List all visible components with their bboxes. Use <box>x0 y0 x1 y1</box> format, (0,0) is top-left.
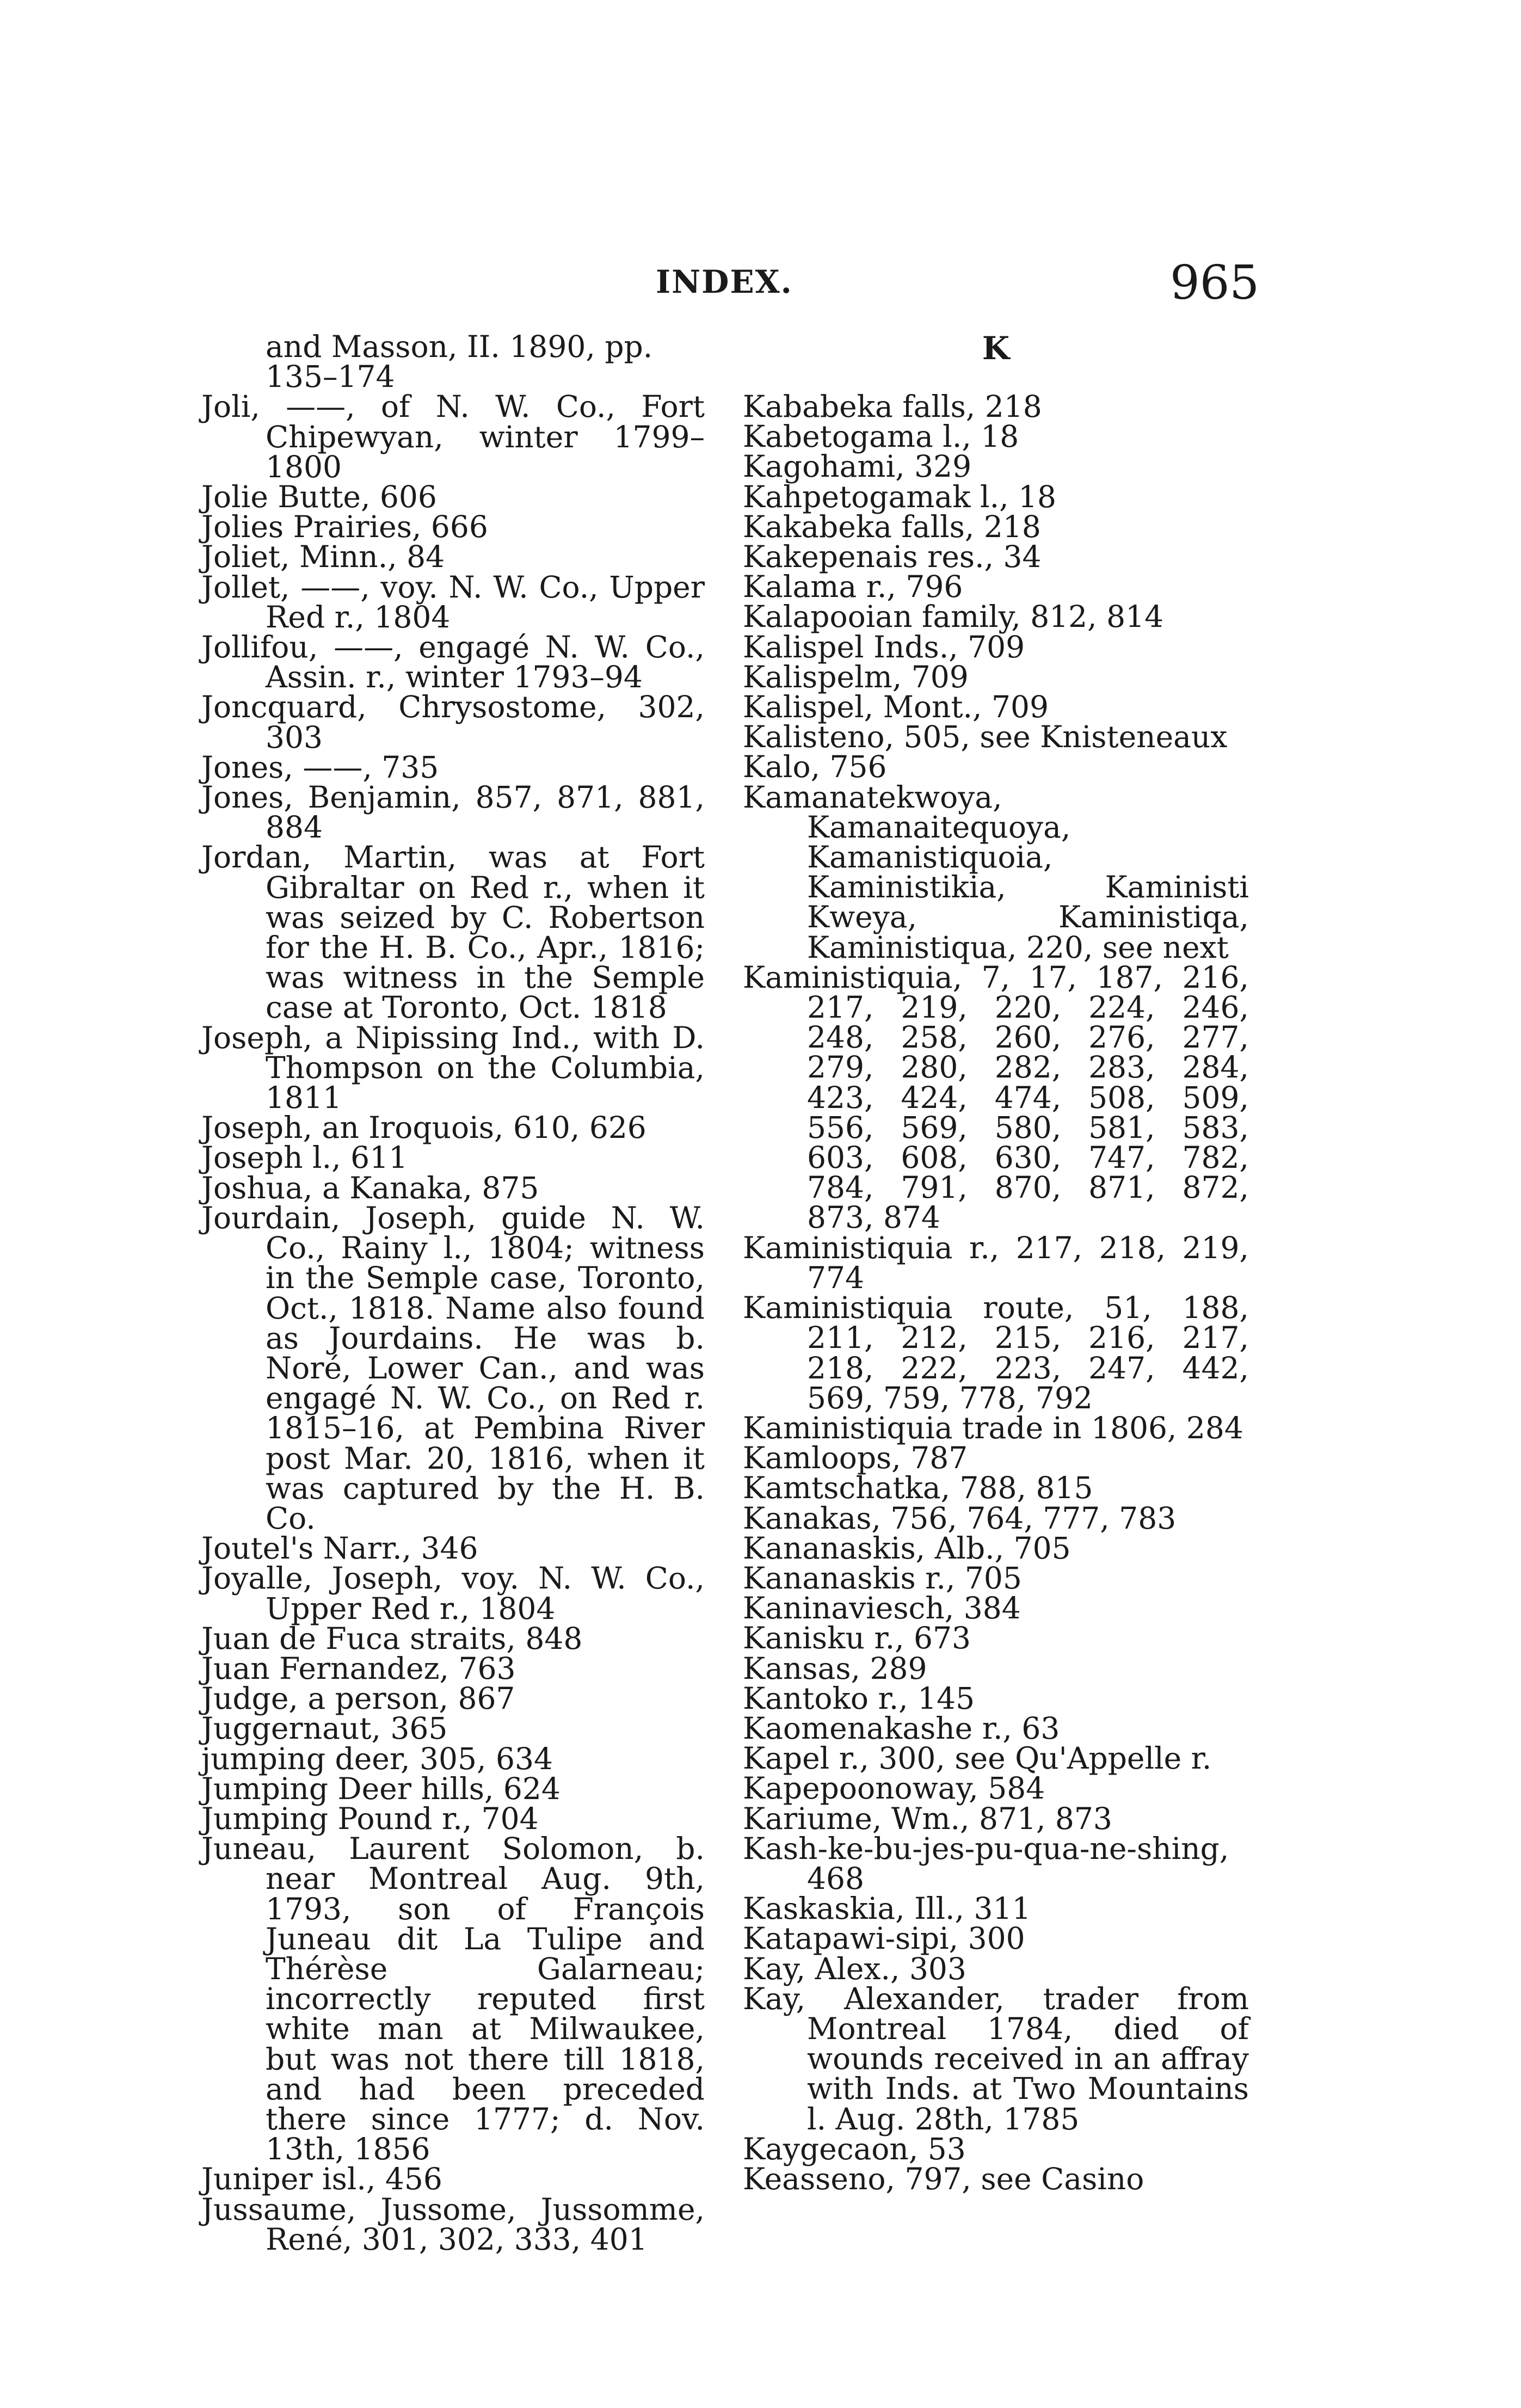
index-entry: Kabetogama l., 18 <box>743 419 1019 454</box>
index-entry: Juan de Fuca straits, 848 <box>201 1621 583 1656</box>
index-entry: Kalama r., 796 <box>743 569 963 605</box>
index-entry: Joutel's Narr., 346 <box>201 1531 478 1566</box>
index-entry: Kaministiquia trade in 1806, 284 <box>743 1410 1243 1445</box>
index-entry: Joli, ——, of N. W. Co., Fort Chipewyan, winter 1799–1800 <box>201 389 705 484</box>
running-head-title: INDEX. <box>656 263 793 300</box>
index-entry: Kaygecaon, 53 <box>743 2131 966 2166</box>
index-entry: Kananaskis r., 705 <box>743 1560 1022 1596</box>
index-entry: Joseph, a Nipissing Ind., with D. Thompson on the Columbia, 1811 <box>201 1020 705 1116</box>
index-entry: Kalo, 756 <box>743 749 887 785</box>
index-entry: Katapawi-sipi, 300 <box>743 1921 1025 1956</box>
index-entry: Juggernaut, 365 <box>201 1711 448 1746</box>
index-entry: Kalispel, Mont., 709 <box>743 689 1049 725</box>
index-entry: Kay, Alexander, trader from Montreal 1784, died of wounds received in an affray with Inds. at Two Mountains l. Aug. 28th, 1785 <box>743 1981 1249 2136</box>
index-entry: Kapepoonoway, 584 <box>743 1771 1045 1806</box>
continued-line: and Masson, II. 1890, pp. <box>266 329 653 364</box>
index-entry: Jumping Pound r., 704 <box>201 1801 539 1836</box>
index-entry: Kamanatekwoya, Kamanaitequoya, Kamanistiquoia, Kaministikia, Kaministi Kweya, Kaministiqa, Kaministiqua, 220, see next <box>743 779 1249 965</box>
index-entry: Kaministiquia route, 51, 188, 211, 212, 215, 216, 217, 218, 222, 223, 247, 442, 569, 759, 778, 792 <box>743 1290 1249 1415</box>
index-entry: Kakepenais res., 34 <box>743 539 1042 575</box>
index-entry: Juniper isl., 456 <box>201 2161 442 2197</box>
page-number: 965 <box>1170 256 1260 310</box>
index-entry: Kaomenakashe r., 63 <box>743 1710 1060 1746</box>
letter-heading: K <box>982 330 1010 367</box>
index-entry: Kananaskis, Alb., 705 <box>743 1530 1071 1566</box>
index-column-right <box>743 332 1249 2194</box>
continued-entry <box>201 329 705 395</box>
index-entry: Kamtschatka, 788, 815 <box>743 1470 1093 1506</box>
index-entry: jumping deer, 305, 634 <box>201 1741 553 1776</box>
index-entry: Kababeka falls, 218 <box>743 389 1042 424</box>
index-entry: Kalispelm, 709 <box>743 659 969 694</box>
index-entry: Kaministiquia r., 217, 218, 219, 774 <box>743 1230 1249 1295</box>
index-entry: Juneau, Laurent Solomon, b. near Montreal Aug. 9th, 1793, son of François Juneau dit La Tulipe and Thérèse Galarneau; incorrectly reputed first white man at Milwaukee, but was not there till 1818, and had been preceded there since 1777; d. Nov. 13th, 1856 <box>201 1831 705 2167</box>
index-entry: Kash-ke-bu-jes-pu-qua-ne-shing, 468 <box>743 1831 1229 1896</box>
index-entry: Kaministiquia, 7, 17, 187, 216, 217, 219, 220, 224, 246, 248, 258, 260, 276, 277, 279, 280, 282, 283, 284, 423, 424, 474, 508, 509, 556, 569, 580, 581, 583, 603, 608, 630, 747, 782, 784, 791, 870, 871, 872, 873, 874 <box>743 959 1249 1235</box>
index-entry: Kay, Alex., 303 <box>743 1951 966 1986</box>
index-entry: Jumping Deer hills, 624 <box>201 1771 561 1806</box>
index-entry: Jordan, Martin, was at Fort Gibraltar on Red r., when it was seized by C. Robertson for the H. B. Co., Apr., 1816; was witness in the Semple case at Toronto, Oct. 1818 <box>201 840 705 1025</box>
index-entry: Kariume, Wm., 871, 873 <box>743 1801 1112 1836</box>
index-entry: Kaskaskia, Ill., 311 <box>743 1891 1031 1926</box>
index-entry: Juan Fernandez, 763 <box>201 1651 516 1686</box>
index-entry: Kanakas, 756, 764, 777, 783 <box>743 1500 1177 1536</box>
index-entry: Jones, ——, 735 <box>201 749 439 785</box>
index-entry: Joliet, Minn., 84 <box>201 539 445 575</box>
index-entry: Kamloops, 787 <box>743 1440 968 1476</box>
index-entry: Joseph, an Iroquois, 610, 626 <box>201 1110 646 1146</box>
page-header <box>0 256 1521 316</box>
index-entry: Kanisku r., 673 <box>743 1621 971 1656</box>
index-entry: Kalisteno, 505, see Knisteneaux <box>743 719 1228 755</box>
index-entry: Kapel r., 300, see Qu'Appelle r. <box>743 1741 1212 1776</box>
continued-line: 135–174 <box>266 359 395 395</box>
index-entry: Jollifou, ——, engagé N. W. Co., Assin. r., winter 1793–94 <box>201 630 705 695</box>
index-entry: Kalapooian family, 812, 814 <box>743 599 1164 635</box>
index-entry: Joshua, a Kanaka, 875 <box>201 1170 539 1205</box>
index-entry: Jollet, ——, voy. N. W. Co., Upper Red r., 1804 <box>201 569 705 635</box>
index-entry: Kaninaviesch, 384 <box>743 1591 1021 1626</box>
index-entry: Jones, Benjamin, 857, 871, 881, 884 <box>201 780 705 845</box>
index-entry: Jolie Butte, 606 <box>201 479 437 515</box>
index-entry: Kakabeka falls, 218 <box>743 509 1041 544</box>
index-entry: Kalispel Inds., 709 <box>743 629 1025 664</box>
index-entry: Keasseno, 797, see Casino <box>743 2161 1144 2196</box>
index-entry: Kantoko r., 145 <box>743 1680 975 1716</box>
index-entry: Jussaume, Jussome, Jussomme, René, 301, 302, 333, 401 <box>201 2191 705 2257</box>
index-entry: Kahpetogamak l., 18 <box>743 479 1057 514</box>
index-entry: Kansas, 289 <box>743 1651 927 1686</box>
index-entry: Jolies Prairies, 666 <box>201 509 488 545</box>
index-entry: Judge, a person, 867 <box>201 1681 515 1716</box>
index-column-left <box>201 329 705 2257</box>
index-entry: Kagohami, 329 <box>743 449 972 484</box>
index-entry: Joyalle, Joseph, voy. N. W. Co., Upper Red r., 1804 <box>201 1561 705 1626</box>
index-entry: Joseph l., 611 <box>201 1140 408 1175</box>
index-entry: Joncquard, Chrysostome, 302, 303 <box>201 689 705 755</box>
index-entry: Jourdain, Joseph, guide N. W. Co., Rainy l., 1804; witness in the Semple case, Toronto, Oct., 1818. Name also found as Jourdains. He was b. Noré, Lower Can., and was engagé N. W. Co., on Red r. 1815–16, at Pembina River post Mar. 20, 1816, when it was captured by the H. B. Co. <box>201 1200 705 1536</box>
